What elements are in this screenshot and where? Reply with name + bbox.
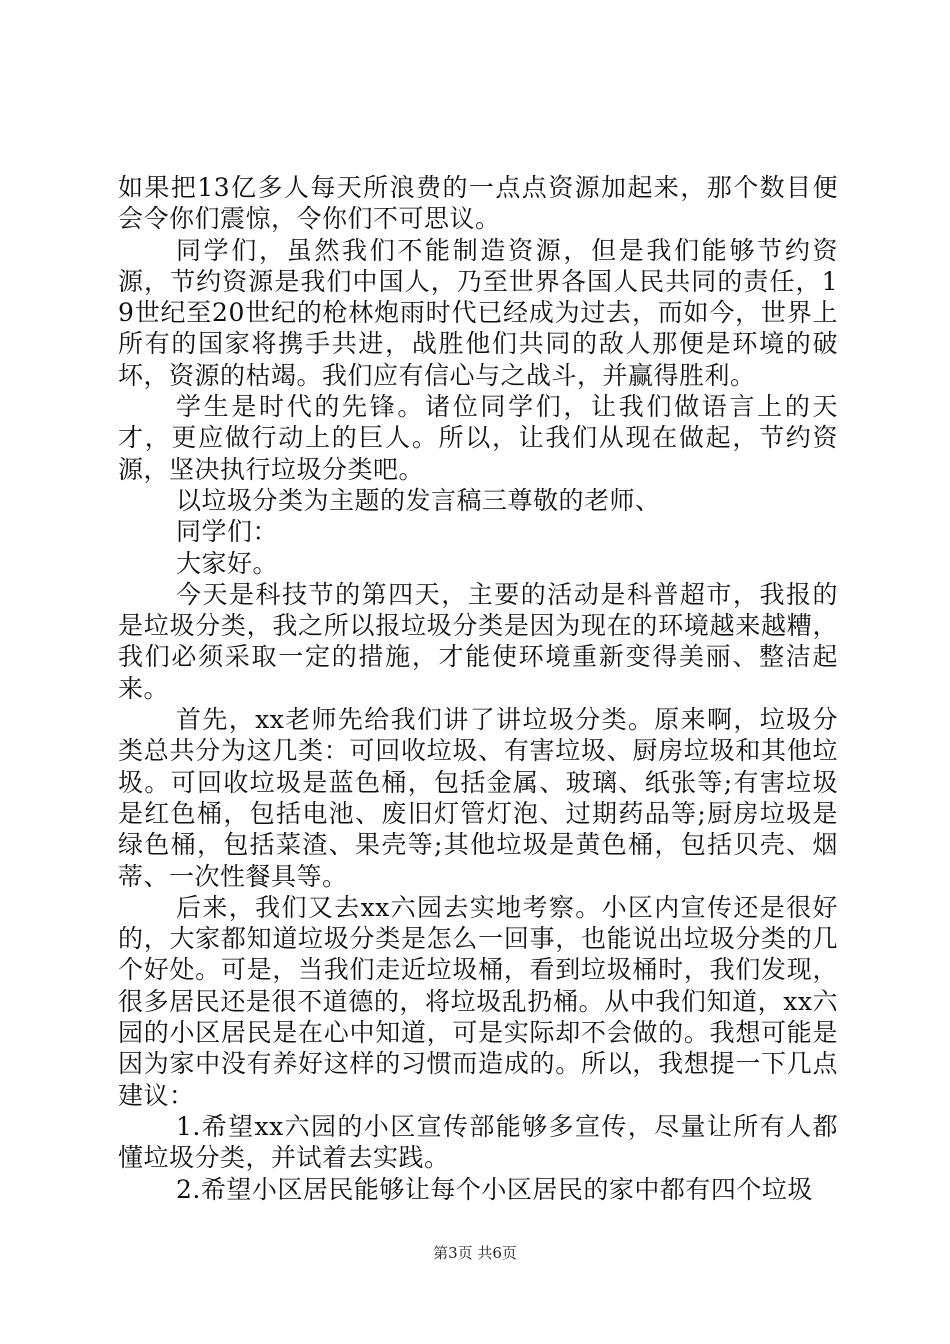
suggestion-2: 2.希望小区居民能够让每个小区居民的家中都有四个垃圾 bbox=[176, 1174, 813, 1204]
body-text bbox=[118, 172, 838, 1205]
paragraph-1: 如果把13亿多人每天所浪费的一点点资源加起来，那个数目便会令你们震惊，令你们不可思议。 bbox=[118, 173, 838, 234]
paragraph-3: 学生是时代的先锋。诸位同学们，让我们做语言上的天才，更应做行动上的巨人。所以，让我们从现在做起，节约资源，坚决执行垃圾分类吧。 bbox=[118, 392, 838, 484]
paragraph-2: 同学们，虽然我们不能制造资源，但是我们能够节约资源，节约资源是我们中国人，乃至世界各国人民共同的责任，19世纪至20世纪的枪林炮雨时代已经成为过去，而如今，世界上所有的国家将携手共进，战胜他们共同的敌人那便是环境的破坏，资源的枯竭。我们应有信心与之战斗，并赢得胜利。 bbox=[118, 235, 838, 390]
page-footer: 第3页 共6页 bbox=[433, 1244, 517, 1262]
section-title: 以垃圾分类为主题的发言稿三尊敬的老师、 bbox=[176, 485, 661, 515]
paragraph-8: 首先，xx老师先给我们讲了讲垃圾分类。原来啊，垃圾分类总共分为这几类：可回收垃圾、有害垃圾、厨房垃圾和其他垃圾。可回收垃圾是蓝色桶，包括金属、玻璃、纸张等;有害垃圾是红色桶，包括电池、废旧灯管灯泡、过期药品等;厨房垃圾是绿色桶，包括菜渣、果壳等;其他垃圾是黄色桶，包括贝壳、烟蒂、一次性餐具等。 bbox=[118, 705, 838, 891]
paragraph-7: 今天是科技节的第四天，主要的活动是科普超市，我报的是垃圾分类，我之所以报垃圾分类是因为现在的环境越来越糟，我们必须采取一定的措施，才能使环境重新变得美丽、整洁起来。 bbox=[118, 579, 838, 703]
suggestion-1: 1.希望xx六园的小区宣传部能够多宣传，尽量让所有人都懂垃圾分类，并试着去实践。 bbox=[118, 1111, 838, 1173]
salutation: 同学们： bbox=[176, 517, 279, 547]
paragraph-9: 后来，我们又去xx六园去实地考察。小区内宣传还是很好的，大家都知道垃圾分类是怎么一回事，也能说出垃圾分类的几个好处。可是，当我们走近垃圾桶，看到垃圾桶时，我们发现，很多居民还是很不道德的，将垃圾乱扔桶。从中我们知道，xx六园的小区居民是在心中知道，可是实际却不会做的。我想可能是因为家中没有养好这样的习惯而造成的。所以，我想提一下几点建议： bbox=[118, 892, 838, 1110]
greeting: 大家好。 bbox=[176, 548, 279, 578]
